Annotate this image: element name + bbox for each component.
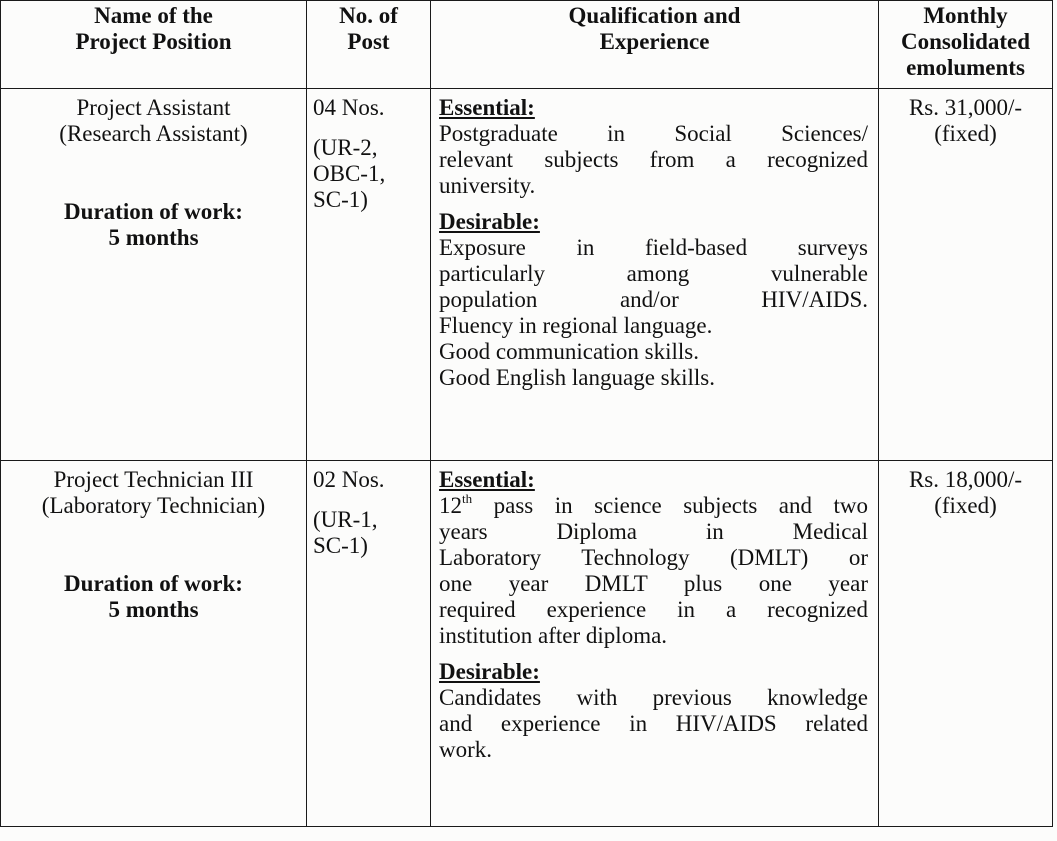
qualification-cell: Essential: Postgraduate in Social Sciences/ relevant subjects from a recognized university. Desirable: Exposure in field-based surveys particularly among vulnerable population and/or HIV/AIDS. Fluency in regional language. Good communication skills. Good English language skills. bbox=[431, 89, 879, 461]
header-position-name: Name of the Project Position bbox=[1, 1, 307, 89]
desirable-heading: Desirable: bbox=[439, 209, 540, 234]
emolument-amount: Rs. 31,000/- bbox=[908, 95, 1023, 120]
emolument-cell bbox=[879, 89, 1053, 461]
post-count-cell: 02 Nos. (UR-1, SC-1) bbox=[307, 461, 431, 827]
post-count-cell: 04 Nos. (UR-2, OBC-1, SC-1) bbox=[307, 89, 431, 461]
emolument-cell bbox=[879, 461, 1053, 827]
header-emoluments: Monthly Consolidated emoluments bbox=[879, 1, 1053, 89]
emolument-note: (fixed) bbox=[934, 493, 997, 518]
duration-label: Duration of work: bbox=[64, 571, 243, 596]
duration-value: 5 months bbox=[108, 597, 199, 622]
position-cell: Project Assistant (Research Assistant) Duration of work: 5 months bbox=[1, 89, 307, 461]
duration-value: 5 months bbox=[108, 225, 199, 250]
position-cell: Project Technician III (Laboratory Technician) Duration of work: 5 months bbox=[1, 461, 307, 827]
desirable-heading: Desirable: bbox=[439, 659, 540, 684]
header-row bbox=[1, 1, 1053, 89]
table-row bbox=[1, 461, 1053, 827]
qualification-cell: Essential: 12th pass in science subjects and two years Diploma in Medical Laboratory Technology (DMLT) or one year DMLT plus one year required experience in a recognized institution after diploma. Desirable: Candidates with previous knowledge and experience in HIV/AIDS related work. bbox=[431, 461, 879, 827]
emolument-note: (fixed) bbox=[934, 121, 997, 146]
header-post-count: No. of Post bbox=[307, 1, 431, 89]
emolument-amount: Rs. 18,000/- bbox=[908, 467, 1023, 492]
essential-heading: Essential: bbox=[439, 467, 535, 492]
header-qualification: Qualification and Experience bbox=[431, 1, 879, 89]
essential-heading: Essential: bbox=[439, 95, 535, 120]
table-row bbox=[1, 89, 1053, 461]
duration-label: Duration of work: bbox=[64, 199, 243, 224]
